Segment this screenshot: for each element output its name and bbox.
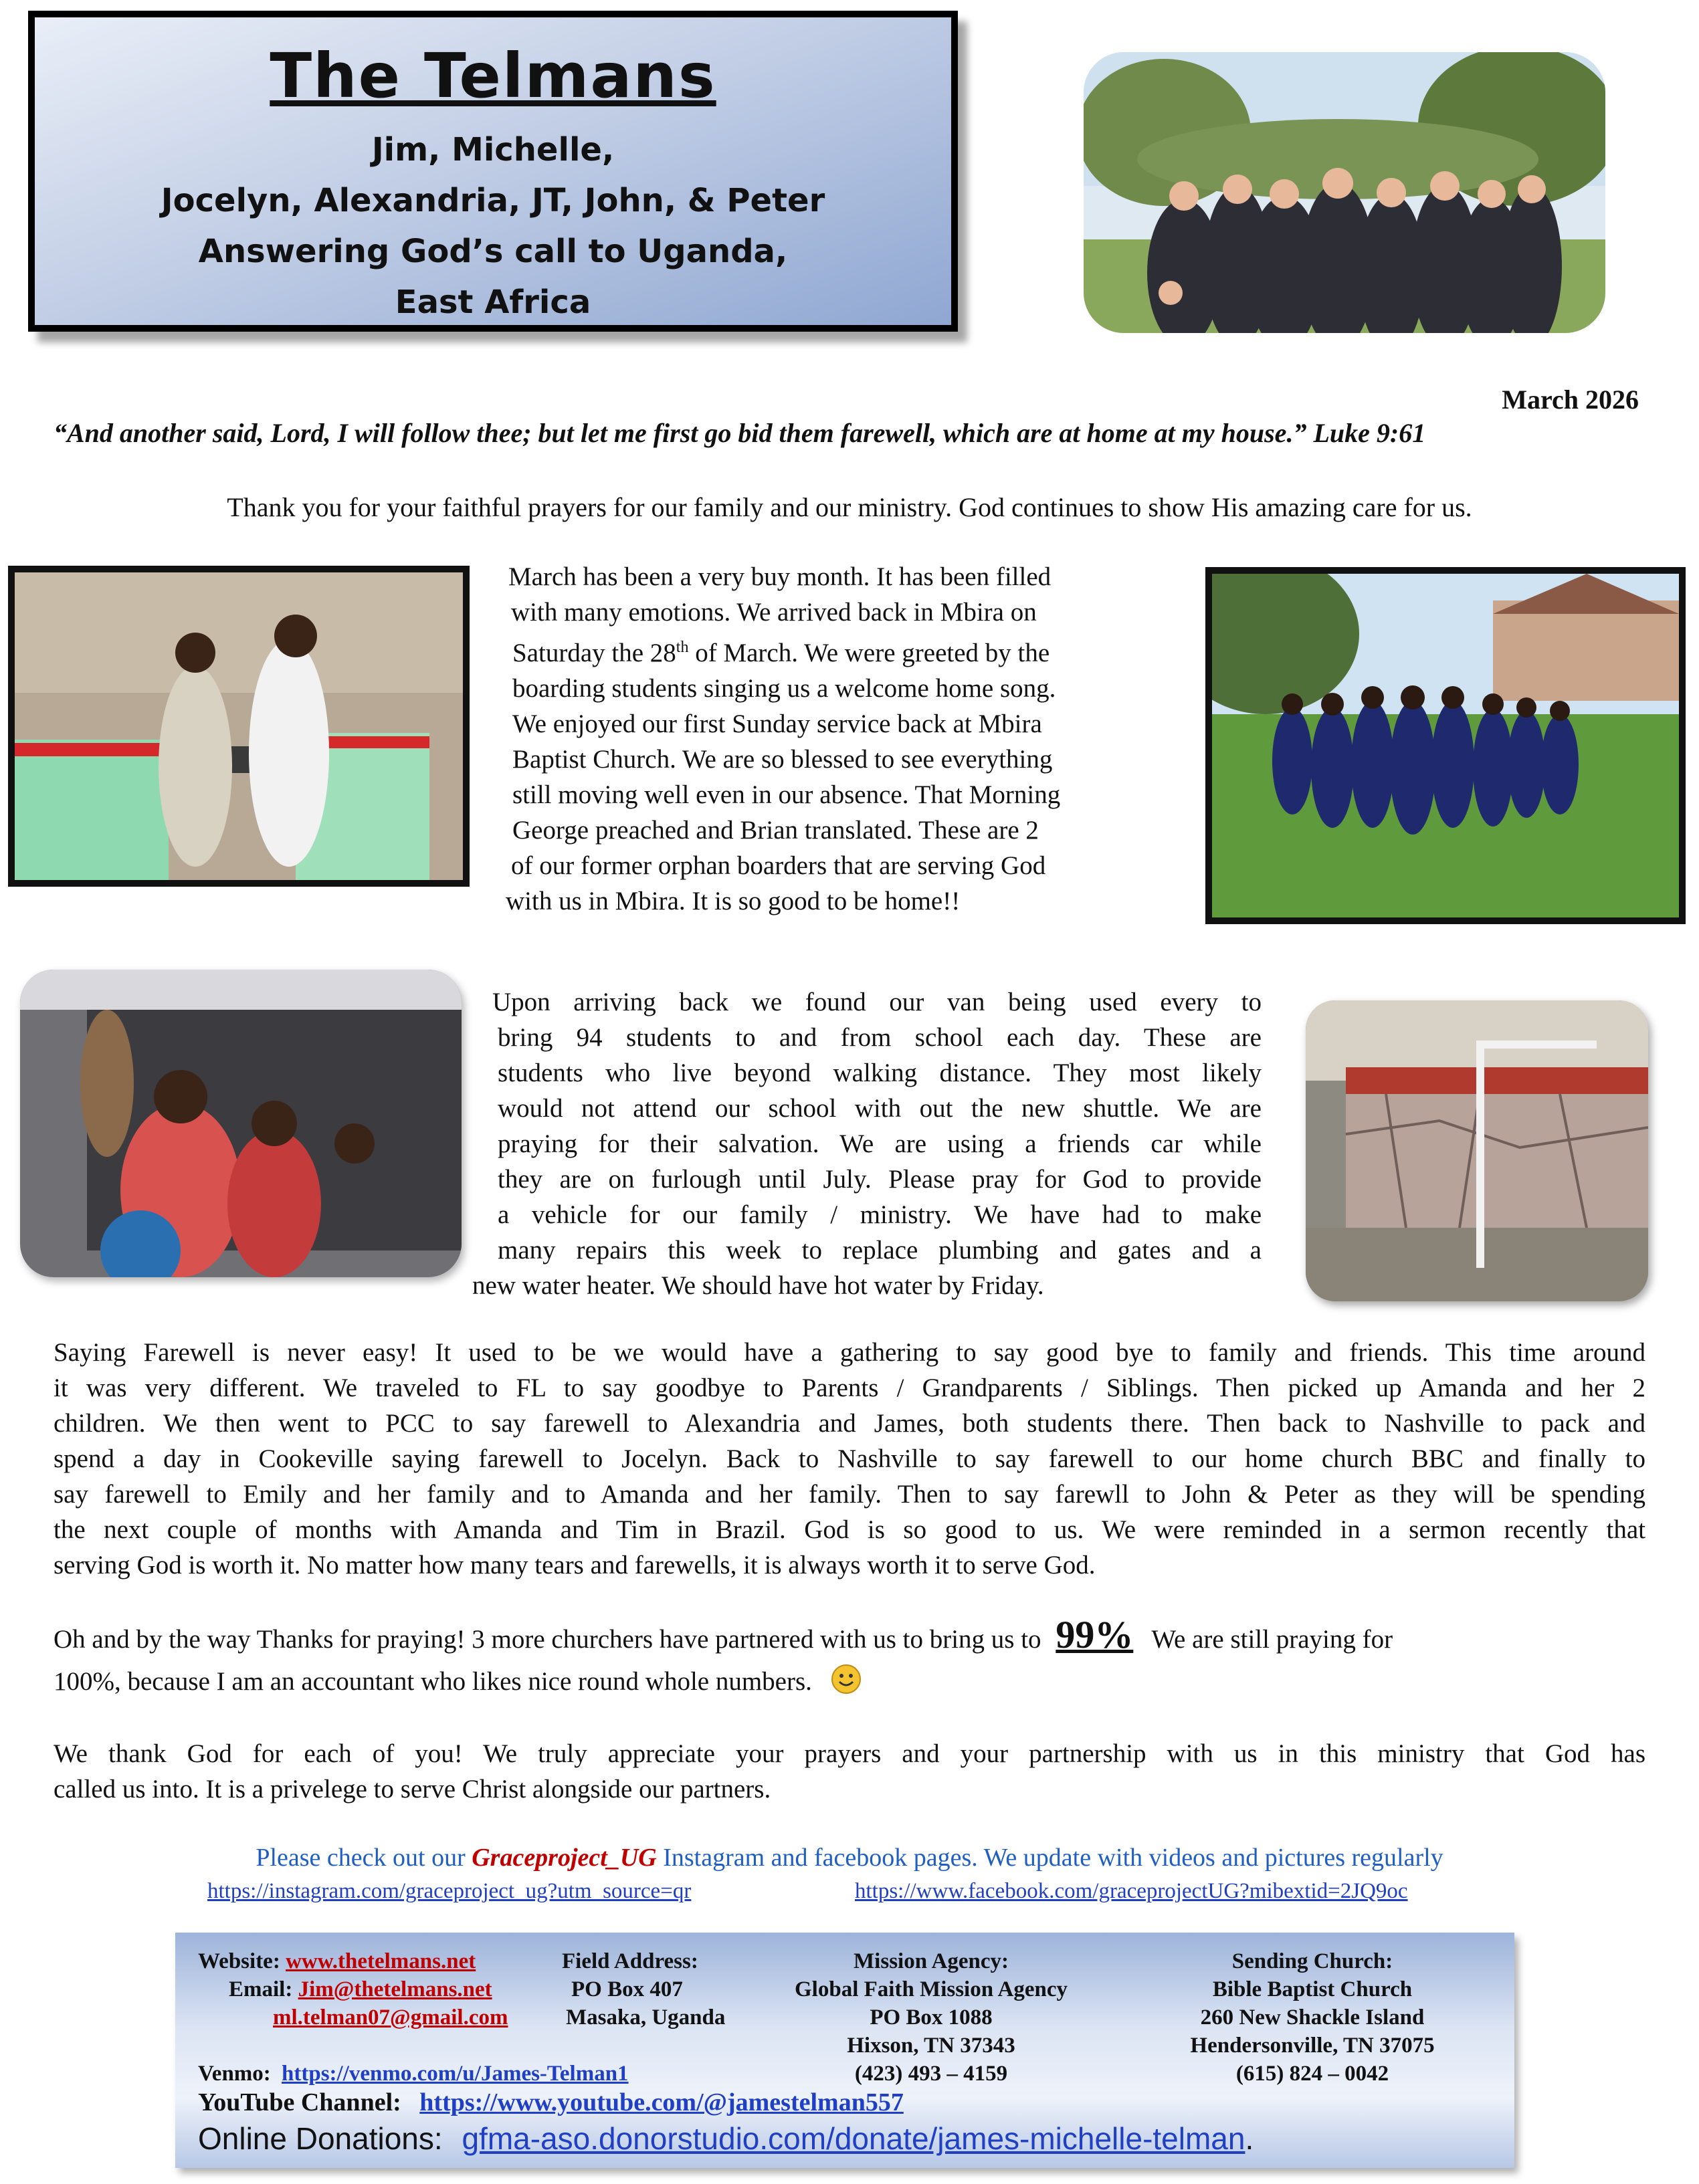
social-text: Please check out our <box>256 1844 466 1872</box>
students-photo <box>1205 567 1686 924</box>
facebook-link[interactable]: https://www.facebook.com/graceprojectUG?mibextid=2JQ9oc <box>855 1879 1408 1903</box>
venmo-link[interactable]: https://venmo.com/u/James-Telman1 <box>282 2062 629 2086</box>
arrival-line-7: still moving well even in our absence. That Morning <box>512 780 1061 809</box>
farewell-line-4: spend a day in Cookeville saying farewell to Jocelyn. Back to Nashville to say farewell to our home church BBC and finally to <box>54 1444 1645 1473</box>
arrival-line-3 <box>503 630 1185 671</box>
arrival-line-2: with many emotions. We arrived back in Mbira on <box>511 598 1037 627</box>
scripture-verse: “And another said, Lord, I will follow thee; but let me first go bid them farewell, which are at home at my house.” Luke 9:61 <box>54 418 1426 448</box>
venmo-label: Venmo: <box>198 2062 271 2086</box>
arrival-line-8: George preached and Brian translated. These are 2 <box>512 816 1039 845</box>
donations-link[interactable]: gfma-aso.donorstudio.com/donate/james-michelle-telman <box>462 2121 1245 2156</box>
mission-agency-name: Global Faith Mission Agency <box>795 1977 1068 2001</box>
youtube-row <box>198 2086 904 2118</box>
closing-line-1: We thank God for each of you! We truly appreciate your prayers and your partnership with us in this ministry that God has <box>54 1739 1645 1768</box>
field-address-city: Masaka, Uganda <box>566 2005 726 2030</box>
smiley-icon <box>831 1664 862 1704</box>
arrival-line-10: with us in Mbira. It is so good to be home!! <box>506 887 961 915</box>
website-label: Website: <box>198 1949 280 1973</box>
social-media-line <box>0 1843 1699 1872</box>
contact-info-box <box>175 1933 1514 2168</box>
venmo-row <box>198 2060 629 2088</box>
donations-row <box>198 2120 1254 2157</box>
mission-agency-box: PO Box 1088 <box>870 2005 993 2030</box>
website-link[interactable]: www.thetelmans.net <box>286 1949 476 1973</box>
email-row <box>229 1975 492 2003</box>
van-line-9: new water heater. We should have hot water by Friday. <box>472 1271 1044 1300</box>
sending-church-title: Sending Church: <box>1231 1949 1393 1973</box>
partnership-line <box>54 1613 1645 1657</box>
instagram-link[interactable]: https://instagram.com/graceproject_ug?utm_source=qr <box>207 1879 692 1903</box>
youtube-label: YouTube Channel: <box>198 2088 401 2116</box>
mission-agency-city: Hixson, TN 37343 <box>847 2034 1015 2058</box>
sending-church-city: Hendersonville, TN 37075 <box>1190 2034 1435 2058</box>
newsletter-date: March 2026 <box>1502 385 1639 415</box>
mission-agency-phone: (423) 493 – 4159 <box>854 2062 1008 2086</box>
arrival-line-6: Baptist Church. We are so blessed to see everything <box>512 745 1053 774</box>
farewell-line-2: it was very different. We traveled to FL to say goodbye to Parents / Grandparents / Siblings. Then picked up Amanda and her 2 <box>54 1374 1645 1402</box>
partnership-text: Oh and by the way Thanks for praying! 3 more churchers have partnered with us to bring us to <box>54 1625 1041 1654</box>
graceproject-handle: Graceproject_UG <box>472 1844 657 1872</box>
social-text-end: Instagram and facebook pages. We update with videos and pictures regularly <box>663 1844 1443 1872</box>
ordinal-suffix: th <box>676 639 689 656</box>
partnership-percent: 99% <box>1056 1613 1134 1656</box>
email-row-2 <box>273 2003 508 2032</box>
sending-church-phone: (615) 824 – 0042 <box>1235 2062 1389 2086</box>
farewell-line-3: children. We then went to PCC to say farewell to Alexandria and James, both students there. Then back to Nashville to pack and <box>54 1409 1645 1438</box>
farewell-line-6: the next couple of months with Amanda and Tim in Brazil. God is so good to us. We were reminded in a sermon recently that <box>54 1515 1645 1544</box>
arrival-paragraph <box>503 559 1185 919</box>
farewell-line-7: serving God is worth it. No matter how many tears and farewells, it is always worth it to serve God. <box>54 1551 1096 1579</box>
field-address-box: PO Box 407 <box>571 1977 683 2001</box>
header-line-parents: Jim, Michelle, <box>371 131 615 169</box>
sending-church-street: 260 New Shackle Island <box>1200 2005 1425 2030</box>
arrival-line-3-start: Saturday the 28 <box>512 639 676 667</box>
van-line-4: would not attend our school with out the new shuttle. We are <box>498 1094 1262 1123</box>
farewell-line-5: say farewell to Emily and her family and to Amanda and her family. Then to say farewll to John & Peter as they will be spending <box>54 1480 1645 1509</box>
email-label: Email: <box>229 1977 293 2001</box>
website-row <box>198 1947 476 1975</box>
email-link-jim[interactable]: Jim@thetelmans.net <box>298 1977 492 2001</box>
partnership-line-2 <box>54 1664 862 1704</box>
arrival-line-1: March has been a very buy month. It has been filled <box>508 562 1052 591</box>
plumbing-repair-photo <box>1306 1000 1648 1301</box>
thank-you-line: Thank you for your faithful prayers for our family and our ministry. God continues to show His amazing care for us. <box>227 492 1472 522</box>
sending-church-name: Bible Baptist Church <box>1212 1977 1413 2001</box>
header-line-calling: Answering God’s call to Uganda, <box>198 233 788 270</box>
email-link-michelle[interactable]: ml.telman07@gmail.com <box>273 2005 508 2030</box>
van-line-2: bring 94 students to and from school each day. These are <box>498 1023 1262 1052</box>
header-line-location: East Africa <box>395 284 591 321</box>
family-photo <box>1084 52 1605 333</box>
van-line-8: many repairs this week to replace plumbing and gates and a <box>498 1236 1262 1265</box>
preaching-photo <box>8 566 470 887</box>
field-address-title: Field Address: <box>562 1949 698 1973</box>
arrival-line-3-end: of March. We were greeted by the <box>688 639 1050 667</box>
van-line-1: Upon arriving back we found our van being used every to <box>492 988 1262 1016</box>
arrival-line-9: of our former orphan boarders that are serving God <box>511 851 1046 880</box>
van-line-6: they are on furlough until July. Please pray for God to provide <box>498 1165 1262 1194</box>
arrival-line-4: boarding students singing us a welcome home song. <box>512 674 1056 703</box>
farewell-line-1: Saying Farewell is never easy! It used to be we would have a gathering to say good bye to family and friends. This time around <box>54 1338 1645 1367</box>
van-line-3: students who live beyond walking distance. They most likely <box>498 1059 1262 1087</box>
school-van-photo <box>20 970 462 1277</box>
closing-paragraph <box>54 1736 1645 1807</box>
farewell-paragraph <box>54 1335 1645 1583</box>
header-line-children: Jocelyn, Alexandria, JT, John, & Peter <box>161 182 825 219</box>
newsletter-title: The Telmans <box>270 40 716 112</box>
youtube-link[interactable]: https://www.youtube.com/@jamestelman557 <box>419 2088 904 2116</box>
donations-period: . <box>1245 2121 1254 2156</box>
mission-agency-title: Mission Agency: <box>854 1949 1009 1973</box>
van-line-5: praying for their salvation. We are using a friends car while <box>498 1129 1262 1158</box>
arrival-line-5: We enjoyed our first Sunday service back at Mbira <box>512 709 1042 738</box>
van-line-7: a vehicle for our family / ministry. We have had to make <box>498 1200 1262 1229</box>
van-paragraph <box>472 984 1262 1303</box>
header-banner <box>28 11 958 332</box>
partnership-text-end: We are still praying for <box>1151 1625 1393 1654</box>
closing-line-2: called us into. It is a privelege to serve Christ alongside our partners. <box>54 1775 771 1804</box>
partnership-goal-text: 100%, because I am an accountant who likes nice round whole numbers. <box>54 1667 812 1696</box>
donations-label: Online Donations: <box>198 2121 443 2156</box>
